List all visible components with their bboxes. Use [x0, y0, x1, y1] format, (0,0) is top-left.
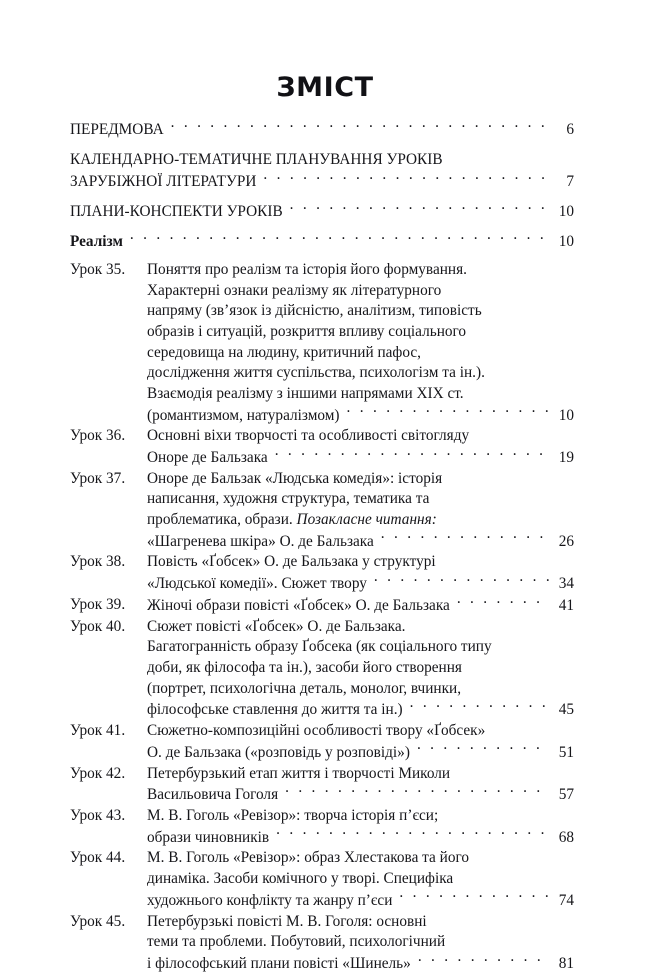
lesson-body: [147, 617, 574, 721]
dot-leader: [374, 573, 549, 588]
toc-lesson-urok-43[interactable]: [70, 806, 574, 848]
lesson-body: [147, 552, 574, 594]
dot-leader: [417, 742, 549, 757]
lesson-text-line: доби, як філософа та ін.), засоби його створення: [147, 658, 462, 676]
lesson-text-last-line: Васильовича Гоголя: [147, 786, 279, 804]
page-number: 81: [558, 955, 574, 973]
lesson-label: Урок 38.: [70, 553, 126, 571]
lesson-body: [147, 764, 574, 806]
page-number: 57: [558, 786, 574, 804]
lesson-label: Урок 39.: [70, 595, 126, 613]
toc-row: [147, 595, 574, 617]
toc-row: [147, 953, 574, 975]
page-number: 45: [558, 701, 574, 719]
dot-leader: [275, 447, 549, 462]
lesson-text-plain: проблематика, образи.: [147, 510, 297, 528]
lesson-text-line: образів і ситуацій, розкриття впливу соціального: [147, 322, 467, 340]
lesson-text-line: Основні віхи творчості та особливості світогляду: [147, 427, 470, 445]
lesson-body: [147, 426, 574, 468]
toc-entries-container: [0, 119, 650, 975]
lesson-text-line: (портрет, психологічна деталь, монолог, вчинки,: [147, 679, 462, 697]
toc-lesson-urok-38[interactable]: [70, 552, 574, 594]
page-number: 10: [558, 233, 574, 251]
lesson-label: Урок 40.: [70, 617, 126, 635]
toc-section-plany-konspekty-urokiv[interactable]: [70, 201, 574, 222]
dot-leader: [290, 201, 549, 216]
lesson-label: Урок 37.: [70, 469, 126, 487]
lesson-text-line: Характерні ознаки реалізму як літературного: [147, 281, 442, 299]
lesson-label: Урок 36.: [70, 427, 126, 445]
toc-row: [147, 784, 574, 806]
toc-row: [147, 404, 574, 426]
lesson-text-line: динаміка. Засоби комічного у творі. Специфіка: [147, 870, 454, 888]
toc-lesson-urok-36[interactable]: [70, 426, 574, 468]
lesson-text-last-line: філософське ставлення до життя та ін.): [147, 701, 403, 719]
toc-row: [70, 170, 574, 191]
toc-section-label: ПЛАНИ-КОНСПЕКТИ УРОКІВ: [70, 202, 283, 220]
lesson-text-line: Повість «Ґобсек» О. де Бальзака у структурі: [147, 553, 436, 571]
lesson-text-line: Багатогранність образу Ґобсека (як соціального типу: [147, 638, 492, 656]
toc-row: [147, 531, 574, 553]
toc-lesson-urok-39[interactable]: [70, 595, 574, 617]
lesson-label: Урок 45.: [70, 912, 126, 930]
dot-leader: [381, 531, 549, 546]
toc-lesson-urok-35[interactable]: [70, 260, 574, 426]
lesson-label: Урок 35.: [70, 261, 126, 279]
lesson-text-line: Сюжетно-композиційні особливості твору «Ґобсек»: [147, 722, 486, 740]
dot-leader: [347, 404, 549, 419]
lesson-text-last-line: «Людської комедії». Сюжет твору: [147, 575, 367, 593]
toc-lesson-urok-44[interactable]: [70, 848, 574, 911]
page-number: 19: [558, 449, 574, 467]
lesson-text-last-line: (романтизмом, натуралізмом): [147, 406, 340, 424]
lesson-text-last-line: Оноре де Бальзака: [147, 449, 268, 467]
lesson-body: [147, 806, 574, 848]
lesson-text-line: Поняття про реалізм та історія його формування.: [147, 261, 467, 279]
toc-section-label-line2: ЗАРУБІЖНОЇ ЛІТЕРАТУРИ: [70, 172, 257, 190]
toc-row: [147, 447, 574, 469]
lesson-text-last-line: Жіночі образи повісті «Ґобсек» О. де Бальзака: [147, 597, 450, 615]
lesson-body: [147, 595, 574, 617]
dot-leader: [263, 170, 549, 185]
page-number: 68: [558, 828, 574, 846]
dot-leader: [285, 784, 549, 799]
toc-row: [70, 119, 574, 140]
lesson-text-line: написання, художня структура, тематика та: [147, 490, 430, 508]
page-number: 51: [558, 743, 574, 761]
toc-row: [147, 573, 574, 595]
toc-section-kalendarno-tematychne-planuvannia[interactable]: [70, 149, 574, 191]
toc-section-peredmova[interactable]: [70, 119, 574, 140]
dot-leader: [130, 231, 549, 246]
dot-leader: [457, 595, 549, 610]
lesson-body: [147, 912, 574, 975]
toc-row: [70, 201, 574, 222]
toc-row: [147, 827, 574, 849]
lesson-text-line: М. В. Гоголь «Ревізор»: творча історія п’єси;: [147, 807, 439, 824]
lesson-label: Урок 43.: [70, 807, 126, 824]
lesson-text-line: Взаємодія реалізму з іншими напрямами XIX ст.: [147, 384, 464, 402]
toc-lesson-urok-40[interactable]: [70, 617, 574, 721]
page-number: 41: [558, 597, 574, 615]
page-number: 10: [558, 406, 574, 424]
page-number: 74: [558, 891, 574, 909]
lesson-text-line: напряму (зв’язок із дійсністю, аналітизм, типовість: [147, 302, 482, 320]
toc-lesson-urok-42[interactable]: [70, 764, 574, 806]
lesson-text-last-line: образи чиновників: [147, 828, 270, 846]
lesson-label: Урок 44.: [70, 849, 126, 867]
toc-section-realizm[interactable]: [70, 231, 574, 252]
toc-row: [70, 231, 574, 252]
page-number: 10: [558, 202, 574, 220]
toc-lesson-urok-37[interactable]: [70, 469, 574, 553]
lesson-text-line: дослідження життя суспільства, психологізм та ін.).: [147, 364, 485, 382]
lesson-text-line: Оноре де Бальзак «Людська комедія»: історія: [147, 469, 443, 487]
lesson-label: Урок 41.: [70, 722, 126, 740]
lesson-text-line: теми та проблеми. Побутовий, психологічний: [147, 933, 446, 951]
lesson-text-line: середовища на людину, критичний пафос,: [147, 343, 421, 361]
lesson-body: [147, 469, 574, 553]
page-number: 6: [566, 121, 574, 139]
dot-leader: [399, 890, 549, 905]
toc-row: [147, 699, 574, 721]
toc-row: [147, 890, 574, 912]
lesson-text-last-line: і філософський плани повісті «Шинель»: [147, 955, 411, 973]
dot-leader: [276, 827, 549, 842]
lesson-text-italic: Позакласне читання:: [296, 510, 437, 528]
page-title: ЗМІСТ: [276, 72, 374, 103]
lesson-list: [70, 260, 574, 974]
lesson-body: [147, 848, 574, 911]
lesson-label: Урок 42.: [70, 764, 126, 782]
lesson-text-line: Петербурзький етап життя і творчості Миколи: [147, 764, 451, 782]
lesson-text-line: М. В. Гоголь «Ревізор»: образ Хлестакова та його: [147, 849, 470, 867]
lesson-text-line-mixed: [147, 510, 574, 531]
lesson-text-line: Сюжет повісті «Ґобсек» О. де Бальзака.: [147, 617, 406, 635]
lesson-body: [147, 721, 574, 763]
toc-lesson-urok-41[interactable]: [70, 721, 574, 763]
page-number: 26: [558, 532, 574, 550]
toc-section-label-line1: КАЛЕНДАРНО-ТЕМАТИЧНЕ ПЛАНУВАННЯ УРОКІВ: [70, 151, 443, 169]
lesson-text-line: Петербурзькі повісті М. В. Гоголя: основні: [147, 912, 427, 930]
dot-leader: [410, 699, 549, 714]
toc-row: [147, 742, 574, 764]
lesson-text-last-line: «Шагренева шкіра» О. де Бальзака: [147, 532, 374, 550]
lesson-body: [147, 260, 574, 426]
lesson-text-last-line: О. де Бальзака («розповідь у розповіді»): [147, 743, 410, 761]
lesson-text-last-line: художнього конфлікту та жанру п’єси: [147, 891, 393, 909]
dot-leader: [418, 953, 549, 968]
page-number: 34: [558, 575, 574, 593]
toc-lesson-urok-45[interactable]: [70, 912, 574, 975]
page-number: 7: [566, 172, 574, 190]
toc-section-label: Реалізм: [70, 233, 123, 251]
toc-section-label: ПЕРЕДМОВА: [70, 121, 164, 139]
dot-leader: [171, 119, 549, 134]
